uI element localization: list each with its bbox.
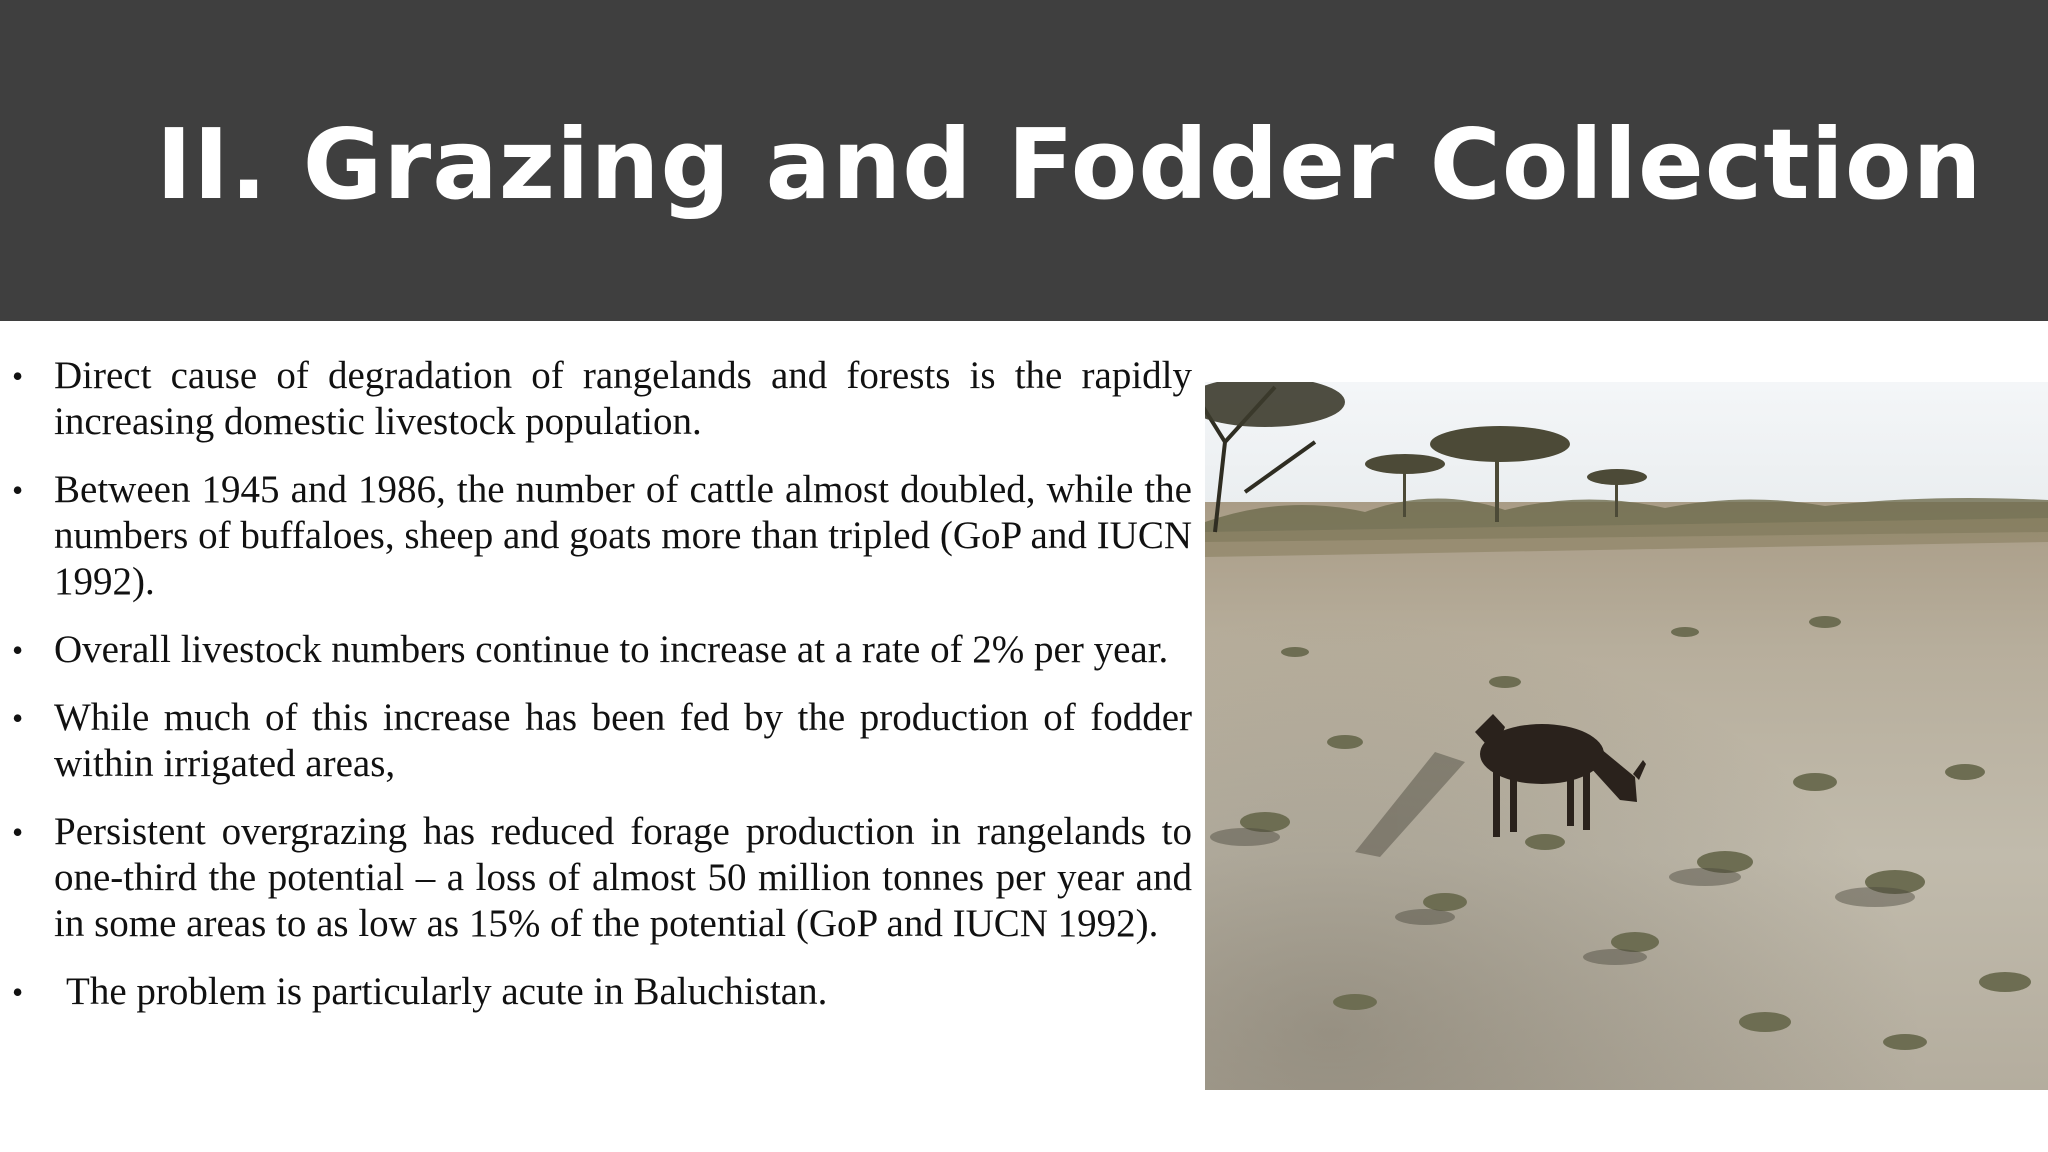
bullet-marker: • — [12, 632, 24, 668]
bullet-marker: • — [12, 814, 24, 850]
bullet-marker: • — [12, 700, 24, 736]
bullet-text: Overall livestock numbers continue to increase at a rate of 2% per year. — [54, 628, 1169, 671]
title-bar — [0, 0, 2048, 321]
bullet-item — [12, 467, 1192, 605]
bullet-marker: • — [12, 974, 24, 1010]
bullet-item — [12, 809, 1192, 947]
bullet-item — [12, 353, 1192, 445]
bullet-text: The problem is particularly acute in Baluchistan. — [66, 970, 828, 1013]
bullet-item — [12, 627, 1192, 673]
bullet-item — [12, 969, 1192, 1015]
bullet-item — [12, 695, 1192, 787]
bullet-marker: • — [12, 358, 24, 394]
grazing-goat-photo — [1205, 382, 2048, 1090]
bullet-marker: • — [12, 472, 24, 508]
bullet-text: Persistent overgrazing has reduced forage production in rangelands to one-third the potential – a loss of almost 50 million tonnes per year and in some areas to as low as 15% of the potential (GoP and IUCN 1992). — [54, 810, 1192, 945]
bullet-list — [12, 353, 1192, 1037]
slide-title: II. Grazing and Fodder Collection — [156, 108, 1983, 221]
bullet-text: Direct cause of degradation of rangelands and forests is the rapidly increasing domestic livestock population. — [54, 354, 1192, 443]
bullet-text: Between 1945 and 1986, the number of cattle almost doubled, while the numbers of buffaloes, sheep and goats more than tripled (GoP and IUCN 1992). — [54, 468, 1192, 603]
bullet-text: While much of this increase has been fed by the production of fodder within irrigated areas, — [54, 696, 1192, 785]
